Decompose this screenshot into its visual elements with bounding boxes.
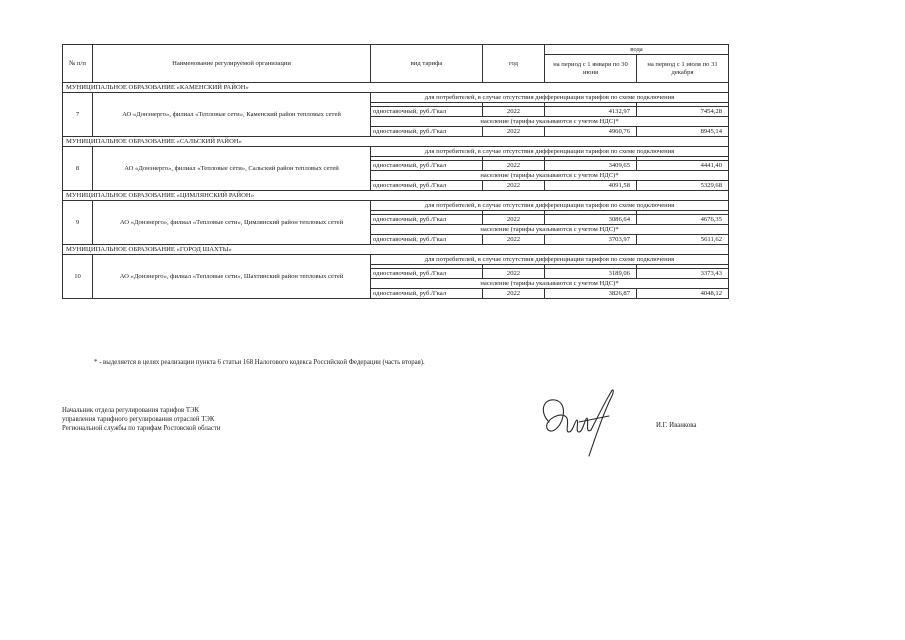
value-period-2: 4441,40 [637,161,729,171]
municipality-row [63,83,729,93]
row-number: 7 [63,93,93,137]
population-period-1: 4091,58 [545,181,637,191]
signer-position-line-3: Региональной службы по тарифам Ростовской области [62,425,221,433]
population-label: население (тарифы указываются с учетом НДС)* [371,117,729,127]
table-row [63,147,729,157]
population-period-2: 5611,62 [637,235,729,245]
year-cell: 2022 [483,161,545,171]
municipality-name: МУНИЦИПАЛЬНОЕ ОБРАЗОВАНИЕ «ГОРОД ШАХТЫ» [63,245,729,255]
row-number: 9 [63,201,93,245]
value-period-2: 3373,43 [637,269,729,279]
organization-name: АО «Донэнерго», филиал «Тепловые сети», Каменский район тепловых сетей [93,93,371,137]
year-cell: 2022 [483,289,545,299]
value-period-1: 4132,97 [545,107,637,117]
tariff-type: одноставочный, руб./Гкал [371,269,483,279]
value-period-1: 3189,06 [545,269,637,279]
header-water: вода [545,45,729,55]
year-cell: 2022 [483,181,545,191]
population-period-2: 8945,14 [637,127,729,137]
signer-block [62,406,221,434]
population-period-1: 3826,87 [545,289,637,299]
population-period-1: 4960,76 [545,127,637,137]
tariff-type: одноставочный, руб./Гкал [371,107,483,117]
row-number: 8 [63,147,93,191]
footnote: * - выделяется в целях реализации пункта 6 статьи 168 Налогового кодекса Российской Федерации (часть вторая). [94,359,425,366]
population-label: население (тарифы указываются с учетом НДС)* [371,279,729,289]
table-row [63,255,729,265]
year-cell: 2022 [483,215,545,225]
row-number: 10 [63,255,93,299]
value-period-2: 4676,35 [637,215,729,225]
tariff-type: одноставочный, руб./Гкал [371,235,483,245]
municipality-name: МУНИЦИПАЛЬНОЕ ОБРАЗОВАНИЕ «КАМЕНСКИЙ РАЙОН» [63,83,729,93]
tariff-type: одноставочный, руб./Гкал [371,127,483,137]
municipality-row [63,137,729,147]
tariff-table [62,44,729,299]
header-tariff-type: вид тарифа [371,45,483,83]
consumers-label: для потребителей, в случае отсутствия дифференциации тарифов по схеме подключения [371,255,729,265]
population-label: население (тарифы указываются с учетом НДС)* [371,225,729,235]
municipality-name: МУНИЦИПАЛЬНОЕ ОБРАЗОВАНИЕ «САЛЬСКИЙ РАЙОН» [63,137,729,147]
municipality-row [63,191,729,201]
value-period-2: 7454,28 [637,107,729,117]
organization-name: АО «Донэнерго», филиал «Тепловые сети», Цимлянский район тепловых сетей [93,201,371,245]
population-label: население (тарифы указываются с учетом НДС)* [371,171,729,181]
organization-name: АО «Донэнерго», филиал «Тепловые сети», Сальский район тепловых сетей [93,147,371,191]
signature-image [535,382,625,462]
consumers-label: для потребителей, в случае отсутствия дифференциации тарифов по схеме подключения [371,147,729,157]
municipality-row [63,245,729,255]
tariff-type: одноставочный, руб./Гкал [371,215,483,225]
header-num: № п/п [63,45,93,83]
value-period-1: 3086,64 [545,215,637,225]
table-row [63,93,729,103]
population-period-1: 3703,97 [545,235,637,245]
header-org: Наименование регулируемой организации [93,45,371,83]
consumers-label: для потребителей, в случае отсутствия дифференциации тарифов по схеме подключения [371,93,729,103]
consumers-label: для потребителей, в случае отсутствия дифференциации тарифов по схеме подключения [371,201,729,211]
year-cell: 2022 [483,107,545,117]
value-period-1: 3409,65 [545,161,637,171]
table-body [63,83,729,299]
tariff-type: одноставочный, руб./Гкал [371,289,483,299]
year-cell: 2022 [483,235,545,245]
header-year: год [483,45,545,83]
signer-position-line-2: управления тарифного регулирования отраслей ТЭК [62,416,215,424]
year-cell: 2022 [483,127,545,137]
municipality-name: МУНИЦИПАЛЬНОЕ ОБРАЗОВАНИЕ «ЦИМЛЯНСКИЙ РАЙОН» [63,191,729,201]
header-period-2: на период с 1 июля по 31 декабря [637,55,729,83]
population-period-2: 4048,12 [637,289,729,299]
organization-name: АО «Донэнерго», филиал «Тепловые сети», Шахтинский район тепловых сетей [93,255,371,299]
tariff-type: одноставочный, руб./Гкал [371,161,483,171]
tariff-type: одноставочный, руб./Гкал [371,181,483,191]
year-cell: 2022 [483,269,545,279]
signer-position-line-1: Начальник отдела регулирования тарифов ТЭК [62,407,200,414]
signer-name: И.Г. Иванкова [656,422,697,429]
header-period-1: на период с 1 января по 30 июня [545,55,637,83]
population-period-2: 5329,68 [637,181,729,191]
table-row [63,201,729,211]
